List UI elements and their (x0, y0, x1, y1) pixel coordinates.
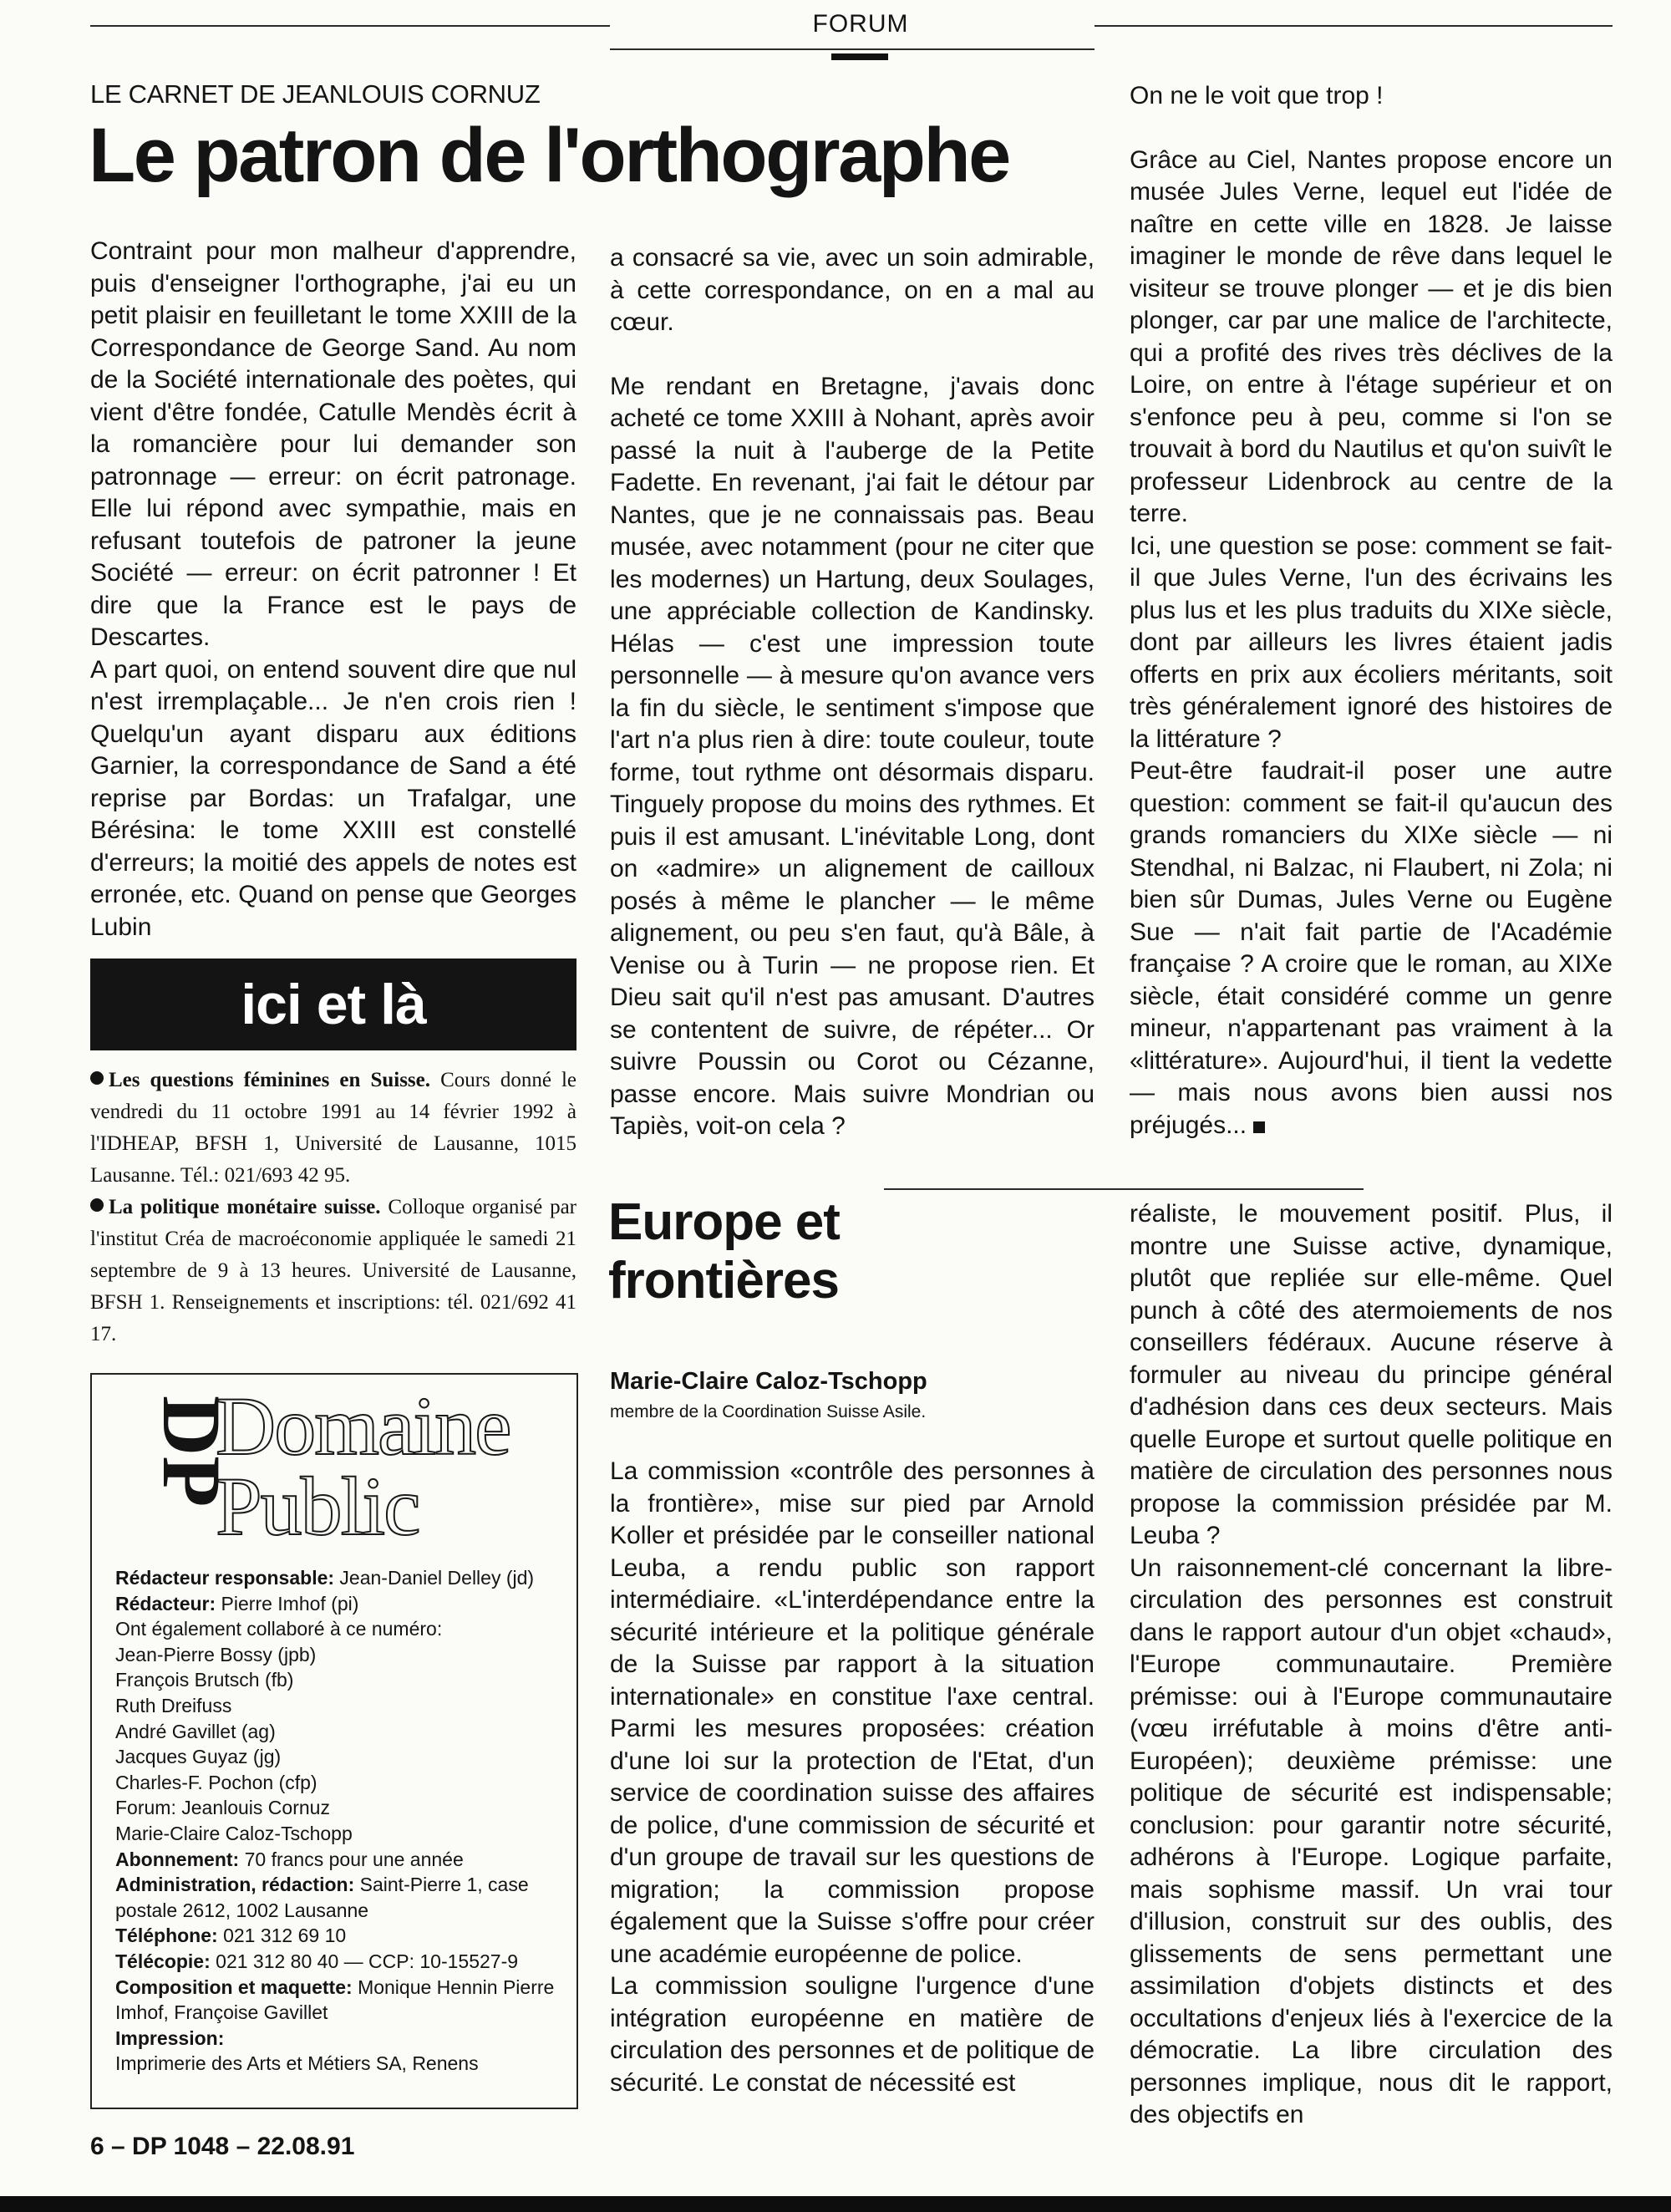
credit-value: Monique Hennin Pierre Imhof, Françoise Gavillet (115, 1976, 555, 2024)
article1-column-3 (1130, 80, 1613, 1142)
article2-author-role: membre de la Coordination Suisse Asile. (610, 1402, 927, 1421)
credit-label: Composition et maquette: (115, 1976, 353, 1998)
credit-line (115, 1693, 566, 1719)
credit-value: Charles-F. Pochon (cfp) (115, 1771, 317, 1793)
credit-line (115, 1565, 566, 1591)
article-divider (884, 1188, 1364, 1190)
paragraph: La commission souligne l'urgence d'une intégration européenne en matière de circulation des personnes et de politique de sécurité. Le constat de nécessité est (610, 1972, 1095, 2097)
credit-value: André Gavillet (ag) (115, 1720, 276, 1742)
sidebar-title: ici et là (241, 973, 426, 1036)
paragraph: a consacré sa vie, avec un soin admirable, à cette correspondance, on en a mal au cœur. (610, 244, 1095, 336)
credit-line (115, 1642, 566, 1668)
credit-label: Télécopie: (115, 1950, 211, 1972)
page-bottom-edge (0, 2196, 1671, 2212)
credit-value: François Brutsch (fb) (115, 1669, 294, 1691)
header-rule-left (90, 25, 610, 27)
credit-value: Jean-Daniel Delley (jd) (339, 1567, 535, 1589)
credit-label: Abonnement: (115, 1848, 240, 1870)
credit-line (115, 1616, 566, 1642)
credit-label: Téléphone: (115, 1925, 218, 1947)
paragraph: A part quoi, on entend souvent dire que nul n'est irremplaçable... Je n'en crois rien ! Quelqu'un ayant disparu aux éditions Garnier, la correspondance de Sand a été reprise par Bordas: un Trafalgar, une Bérésina: le tome XXIII est constellé d'erreurs; la moitié des appels de notes est erronée, etc. Quand on pense que Georges Lubin (90, 655, 576, 941)
paragraph: réaliste, le mouvement positif. Plus, il montre une Suisse active, dynamique, plutôt que repliée sur elle-même. Quel punch à côté des atermoiements de nos conseillers fédéraux. Aucune réserve à formuler au niveau du principe général d'adhésion dans ces deux secteurs. Mais quelle Europe et surtout quelle politique en matière de circulation des personnes nous propose la commission présidée par M. Leuba ? (1130, 1200, 1613, 1549)
article1-column-1 (90, 236, 576, 943)
credit-value: 021 312 69 10 (223, 1925, 347, 1947)
credit-line (115, 1667, 566, 1693)
credit-line (115, 1591, 566, 1617)
bullet-icon (90, 1198, 104, 1212)
credit-line (115, 1821, 566, 1847)
paragraph: Un raisonnement-clé concernant la libre-circulation des personnes est construit dans le rapport autour d'un objet «chaud», l'Europe communautaire. Première prémisse: oui à l'Europe communautaire (vœu irréfutable à moins d'être anti-Européen); deuxième prémisse: une politique de sécurité est indispensable; conclusion: pour garantir notre sécurité, adhérons à l'Europe. Logique parfaite, mais sophisme massif. Un vrai tour d'illusion, construit sur des oublis, des glissements de sens permettant une assimilation d'objets distincts et des occultations d'enjeux liés à l'exercice de la démocratie. La libre circulation des personnes implique, nous dit le rapport, des objectifs en (1130, 1553, 1613, 2128)
credit-value: Pierre Imhof (pi) (221, 1592, 359, 1615)
credit-line (115, 1770, 566, 1796)
masthead-wordmark (216, 1380, 510, 1553)
paragraph: Contraint pour mon malheur d'apprendre, puis d'enseigner l'orthographe, j'ai eu un petit plaisir en feuilletant le tome XXIII de la Correspondance de George Sand. Au nom de la Société internationale des poètes, qui vient d'être fondée, Catulle Mendès écrit à la romancière pour lui demander son patronnage — erreur: on écrit patronage. Elle lui répond avec sympathie, mais en refusant toutefois de patroner la jeune Société — erreur: on écrit patronner ! Et dire que la France est le pays de Descartes. (90, 237, 576, 651)
article2-author: Marie-Claire Caloz-Tschopp (610, 1368, 927, 1395)
end-mark (1253, 1121, 1265, 1133)
section-marker (831, 53, 888, 60)
paragraph-text: Peut-être faudrait-il poser une autre question: comment se fait-il qu'aucun des grands romanciers du XIXe siècle — ni Stendhal, ni Balzac, ni Flaubert, ni Zola; ni bien sûr Dumas, Jules Verne ou Eugène Sue — n'ait fait partie de l'Académie française ? A croire que le roman, au XIXe siècle, était considéré comme un genre mineur, n'appartenant pas vraiment à la «littérature». Aujourd'hui, il tient la vedette — mais nous avons bien aussi nos préjugés... (1130, 757, 1613, 1139)
masthead-box (90, 1373, 578, 2109)
section-label: FORUM (812, 10, 909, 38)
credit-value: Jean-Pierre Bossy (jpb) (115, 1643, 317, 1665)
credit-label: Administration, rédaction: (115, 1874, 355, 1896)
article2-title (608, 1193, 840, 1310)
masthead-credits (115, 1565, 566, 2077)
brief-item (90, 1192, 576, 1350)
credit-line (115, 1795, 566, 1821)
sidebar-title-box (90, 959, 576, 1050)
credit-line (115, 1872, 566, 1923)
credit-line (115, 1719, 566, 1745)
credit-value: Forum: Jeanlouis Cornuz (115, 1797, 330, 1819)
brief-lead: La politique monétaire suisse. (109, 1196, 381, 1218)
credit-line (115, 2026, 566, 2052)
credit-line (115, 1975, 566, 2026)
credit-value: Imprimerie des Arts et Métiers SA, Renens (115, 2052, 479, 2075)
credit-value: Ont également collaboré à ce numéro: (115, 1618, 443, 1640)
brief-item (90, 1065, 576, 1192)
credit-label: Impression: (115, 2026, 225, 2049)
paragraph: On ne le voit que trop ! (1130, 82, 1384, 109)
paragraph: La commission «contrôle des personnes à la frontière», mise sur pied par Arnold Koller et présidée par le conseiller national Leuba, a rendu public son rapport intermédiaire. «L'interdépendance entre la sécurité intérieure et la politique générale de la Suisse par rapport à la situation internationale» en constitue l'axe central. Parmi les mesures proposées: création d'une loi sur la protection de l'Etat, d'un service de coordination suisse des affaires de police, d'une commission de sécurité et d'un groupe de travail sur les questions de migration; la commission propose également que la Suisse s'offre pour créer une académie européenne de police. (610, 1457, 1095, 1968)
credit-value: 70 francs pour une année (244, 1848, 464, 1870)
bullet-icon (90, 1071, 104, 1085)
brief-text: Colloque organisé par l'institut Créa de macroéconomie appliquée le samedi 21 septembre de 9 à 13 heures. Université de Lausanne, BFSH 1. Renseignements et inscriptions: tél. 021/692 41 17. (90, 1196, 576, 1345)
credit-value: Saint-Pierre 1, case postale 2612, 1002 Lausanne (115, 1874, 529, 1921)
wordmark-line-2: Public (216, 1460, 419, 1553)
article2-column-1 (610, 1456, 1095, 2099)
article2-title-line-1: Europe et (608, 1193, 840, 1251)
dp-logo-letters (117, 1396, 238, 1538)
article-title: Le patron de l'orthographe (89, 113, 1009, 198)
credit-value: 021 312 80 40 — CCP: 10-15527-9 (216, 1950, 519, 1972)
paragraph (1130, 755, 1613, 1142)
article2-title-line-2: frontières (608, 1252, 839, 1309)
dp-letters-text: DP (145, 1396, 238, 1508)
credit-line (115, 1744, 566, 1770)
page-footer: 6 – DP 1048 – 22.08.91 (90, 2133, 355, 2160)
brief-lead: Les questions féminines en Suisse. (109, 1069, 431, 1091)
header-rule-right (1095, 25, 1613, 27)
credit-label: Rédacteur responsable: (115, 1567, 335, 1589)
credit-label: Rédacteur: (115, 1592, 216, 1615)
article1-column-2 (610, 242, 1095, 1143)
article-kicker: LE CARNET DE JEANLOUIS CORNUZ (90, 79, 541, 109)
credit-value: Marie-Claire Caloz-Tschopp (115, 1822, 353, 1844)
credit-line (115, 1949, 566, 1975)
paragraph: Grâce au Ciel, Nantes propose encore un musée Jules Verne, lequel eut l'idée de naître en cette ville en 1828. Je laisse imaginer le monde de rêve dans lequel le visiteur se trouve plonger — et je dis bien plonger, car par une malice de l'architecte, qui a profité des rives très déclives de la Loire, on entre à l'étage supérieur et on s'enfonce peu à peu, comme si l'on se trouvait à bord du Nautilus et qu'on suivît le professeur Lidenbrock au centre de la terre. (1130, 145, 1613, 527)
credit-line (115, 1923, 566, 1949)
credit-value: Jacques Guyaz (jg) (115, 1746, 282, 1768)
article2-column-2 (1130, 1198, 1613, 2132)
paragraph: Me rendant en Bretagne, j'avais donc acheté ce tome XXIII à Nohant, après avoir passé la nuit à l'auberge de la Petite Fadette. En revenant, j'ai fait le détour par Nantes, que je ne connaissais pas. Beau musée, avec notamment (pour ne citer que les modernes) un Hartung, deux Soulages, une appréciable collection de Kandinsky. Hélas — c'est une impression toute personnelle — à mesure qu'on avance vers la fin du siècle, le sentiment s'impose que l'art n'a plus rien à dire: toute couleur, toute forme, tout rythme ont désormais disparu. Tinguely propose du moins des rythmes. Et puis il est amusant. L'inévitable Long, dont on «admire» un alignement de cailloux posés à même le plancher — le même alignement, ou peu s'en faut, qu'à Bâle, à Venise ou à Turin — ne propose rien. Et Dieu sait qu'il n'est pas amusant. D'autres se contentent de suivre, de répéter... Or suivre Poussin ou Corot ou Cézanne, passe encore. Mais suivre Mondrian ou Tapiès, voit-on cela ? (610, 372, 1095, 1140)
paragraph: Ici, une question se pose: comment se fait-il que Jules Verne, l'un des écrivains les plus lus et les plus traduits du XIXe siècle, dont par ailleurs les livres étaient jadis offerts en prix aux écoliers méritants, soit très généralement ignoré des histoires de la littérature ? (1130, 531, 1613, 753)
credit-line (115, 1847, 566, 1873)
brief-text: Cours donné le vendredi du 11 octobre 1991 au 14 février 1992 à l'IDHEAP, BFSH 1, Université de Lausanne, 1015 Lausanne. Tél.: 021/693 42 95. (90, 1069, 577, 1187)
credit-line (115, 2051, 566, 2077)
credit-value: Ruth Dreifuss (115, 1694, 232, 1716)
wordmark-line-1: Domaine (216, 1380, 510, 1472)
header-rule-center (610, 48, 1095, 50)
sidebar-briefs (90, 1065, 576, 1350)
